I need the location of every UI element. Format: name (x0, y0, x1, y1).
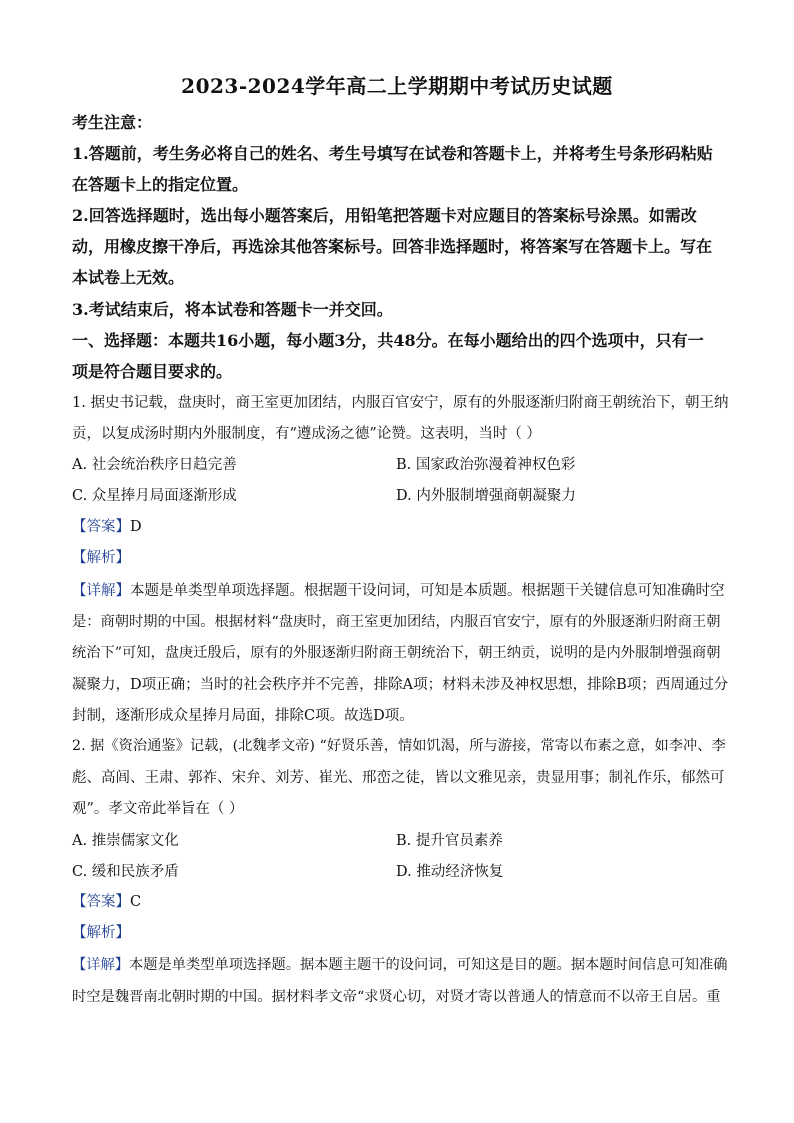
detail-text: 本题是单类型单项选择题。据本题主题干的设问词，可知这是目的题。据本题时间信息可知准确 (129, 957, 728, 973)
notice-line: 1.答题前，考生务必将自己的姓名、考生号填写在试卷和答题卡上，并将考生号条形码粘贴 (72, 144, 713, 163)
question-2-stem: 观”。孝文帝此举旨在（ ） (72, 801, 244, 817)
question-1-option-b: B. 国家政治弥漫着神权色彩 (396, 457, 576, 473)
question-2-option-c: C. 缓和民族矛盾 (72, 864, 179, 880)
question-1-stem: 1. 据史书记载，盘庚时，商王室更加团结，内服百官安宁，原有的外服逐渐归附商王朝统治下，朝王纳 (72, 395, 729, 411)
notice-heading: 考生注意： (72, 113, 153, 132)
section-heading: 一、选择题：本题共16小题，每小题3分，共48分。在每小题给出的四个选项中，只有一 (72, 331, 704, 350)
notice-line: 2.回答选择题时，选出每小题答案后，用铅笔把答题卡对应题目的答案标号涂黑。如需改 (72, 206, 697, 225)
notice-line: 在答题卡上的指定位置。 (72, 175, 249, 194)
detail-tag: 【详解】 (72, 583, 130, 599)
notice-line: 动，用橡皮擦干净后，再选涂其他答案标号。回答非选择题时，将答案写在答题卡上。写在 (72, 237, 713, 256)
question-1-option-c: C. 众星捧月局面逐渐形成 (72, 488, 237, 504)
question-1-answer (72, 515, 142, 536)
question-1-detail-line: 统治下”可知，盘庚迁殷后，原有的外服逐渐归附商王朝统治下，朝王纳贡，说明的是内外服制增强商朝 (72, 645, 721, 661)
question-2-detail-line: 时空是魏晋南北朝时期的中国。据材料孝文帝“求贤心切，对贤才寄以普通人的情意而不以帝王自居。重 (72, 989, 721, 1005)
question-1-detail-line: 封制，逐渐形成众星捧月局面，排除C项。故选D项。 (72, 708, 414, 724)
question-1-option-a: A. 社会统治秩序日趋完善 (72, 457, 237, 473)
answer-tag: 【答案】 (72, 894, 130, 910)
question-1-analysis-tag: 【解析】 (72, 550, 130, 566)
question-2-option-b: B. 提升官员素养 (396, 833, 503, 849)
answer-value: C (130, 894, 142, 910)
notice-line: 3.考试结束后，将本试卷和答题卡一并交回。 (72, 300, 393, 319)
question-1-detail-line: 凝聚力，D项正确；当时的社会秩序并不完善，排除A项；材料未涉及神权思想，排除B项；西周通过分 (72, 677, 729, 693)
question-2-option-d: D. 推动经济恢复 (396, 864, 504, 880)
section-heading: 项是符合题目要求的。 (72, 362, 233, 381)
answer-value: D (130, 519, 142, 535)
notice-line: 本试卷上无效。 (72, 268, 185, 287)
question-1-stem: 贡，以复成汤时期内外服制度，有“遵成汤之德”论赞。这表明，当时（ ） (72, 426, 541, 442)
question-1-detail-line: 是：商朝时期的中国。根据材料“盘庚时，商王室更加团结，内服百官安宁，原有的外服逐渐归附商王朝 (72, 614, 721, 630)
question-2-detail (72, 954, 728, 974)
detail-tag: 【详解】 (72, 957, 130, 973)
question-2-analysis-tag: 【解析】 (72, 925, 130, 941)
question-1-detail (72, 579, 725, 600)
question-2-answer (72, 890, 141, 911)
detail-text: 本题是单类型单项选择题。根据题干设问词，可知是本质题。根据题干关键信息可知准确时空 (130, 583, 725, 599)
question-2-stem: 彪、高闾、王肃、郭祚、宋弁、刘芳、崔光、邢峦之徒，皆以文雅见亲，贵显用事；制礼作乐，郁然可 (72, 770, 725, 786)
page-title: 2023-2024学年高二上学期期中考试历史试题 (181, 74, 613, 98)
question-2-stem: 2. 据《资治通鉴》记载，(北魏孝文帝) “好贤乐善，情如饥渴，所与游接，常寄以布素之意，如李冲、李 (72, 738, 726, 754)
answer-tag: 【答案】 (72, 519, 130, 535)
question-1-option-d: D. 内外服制增强商朝凝聚力 (396, 488, 576, 504)
question-2-option-a: A. 推崇儒家文化 (72, 833, 179, 849)
